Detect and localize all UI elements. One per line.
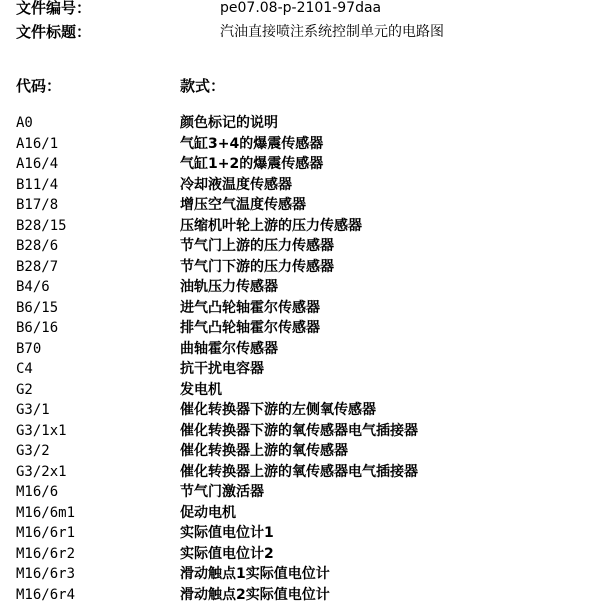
component-code: B28/7 xyxy=(16,259,59,275)
doc-title-label: 文件标题： xyxy=(16,23,92,41)
list-item xyxy=(0,462,604,482)
component-description: 滑动触点2实际值电位计 xyxy=(180,587,330,603)
component-description: 排气凸轮轴霍尔传感器 xyxy=(180,320,320,336)
component-description: 节气门下游的压力传感器 xyxy=(180,259,334,275)
list-item xyxy=(0,564,604,584)
component-description: 催化转换器下游的氧传感器电气插接器 xyxy=(180,423,418,439)
component-code: C4 xyxy=(16,361,33,377)
component-code: G3/2 xyxy=(16,443,50,459)
component-description: 实际值电位计1 xyxy=(180,525,274,541)
doc-number-row xyxy=(0,0,604,18)
list-item xyxy=(0,441,604,461)
component-description: 实际值电位计2 xyxy=(180,546,274,562)
doc-title-row xyxy=(0,22,604,42)
component-code: B6/16 xyxy=(16,320,59,336)
component-code: M16/6r2 xyxy=(16,546,76,562)
doc-number-value: pe07.08-p-2101-97daa xyxy=(220,0,382,16)
list-item xyxy=(0,257,604,277)
component-description: 气缸3+4的爆震传感器 xyxy=(180,136,324,152)
list-item xyxy=(0,277,604,297)
list-item xyxy=(0,175,604,195)
component-code: A16/1 xyxy=(16,136,59,152)
component-description: 颜色标记的说明 xyxy=(180,115,278,131)
component-code: B28/6 xyxy=(16,238,59,254)
component-description: 气缸1+2的爆震传感器 xyxy=(180,156,324,172)
component-code: G3/2x1 xyxy=(16,464,67,480)
component-code: B17/8 xyxy=(16,197,59,213)
code-column-header: 代码： xyxy=(16,77,62,95)
list-item xyxy=(0,482,604,502)
component-code: B6/15 xyxy=(16,300,59,316)
table-header-row xyxy=(0,76,604,96)
list-item xyxy=(0,523,604,543)
component-code: G3/1 xyxy=(16,402,50,418)
list-item xyxy=(0,298,604,318)
list-item xyxy=(0,585,604,605)
list-item xyxy=(0,400,604,420)
list-item xyxy=(0,134,604,154)
list-item xyxy=(0,154,604,174)
list-item xyxy=(0,318,604,338)
list-item xyxy=(0,380,604,400)
component-code: B28/15 xyxy=(16,218,67,234)
component-code: A0 xyxy=(16,115,33,131)
component-description: 催化转换器下游的左侧氧传感器 xyxy=(180,402,376,418)
component-description: 发电机 xyxy=(180,382,222,398)
component-code: A16/4 xyxy=(16,156,59,172)
list-item xyxy=(0,503,604,523)
component-description: 节气门上游的压力传感器 xyxy=(180,238,334,254)
component-code: G2 xyxy=(16,382,33,398)
list-item xyxy=(0,195,604,215)
component-description: 冷却液温度传感器 xyxy=(180,177,292,193)
component-code: G3/1x1 xyxy=(16,423,67,439)
component-description: 进气凸轮轴霍尔传感器 xyxy=(180,300,320,316)
list-item xyxy=(0,359,604,379)
doc-number-label: 文件编号： xyxy=(16,0,92,17)
component-code: M16/6r4 xyxy=(16,587,76,603)
component-code: B11/4 xyxy=(16,177,59,193)
component-code: M16/6m1 xyxy=(16,505,76,521)
list-item xyxy=(0,113,604,133)
component-description: 抗干扰电容器 xyxy=(180,361,264,377)
component-description: 催化转换器上游的氧传感器 xyxy=(180,443,348,459)
component-code: M16/6 xyxy=(16,484,59,500)
component-description: 滑动触点1实际值电位计 xyxy=(180,566,330,582)
component-description: 节气门激活器 xyxy=(180,484,264,500)
component-code: B70 xyxy=(16,341,42,357)
component-description: 曲轴霍尔传感器 xyxy=(180,341,278,357)
component-code: B4/6 xyxy=(16,279,50,295)
component-description: 油轨压力传感器 xyxy=(180,279,278,295)
component-description: 促动电机 xyxy=(180,505,236,521)
component-description: 催化转换器上游的氧传感器电气插接器 xyxy=(180,464,418,480)
component-description: 增压空气温度传感器 xyxy=(180,197,306,213)
component-code: M16/6r1 xyxy=(16,525,76,541)
style-column-header: 款式： xyxy=(180,77,226,95)
doc-title-value: 汽油直接喷注系统控制单元的电路图 xyxy=(220,24,444,40)
list-item xyxy=(0,544,604,564)
component-code: M16/6r3 xyxy=(16,566,76,582)
list-item xyxy=(0,236,604,256)
list-item xyxy=(0,421,604,441)
list-item xyxy=(0,216,604,236)
component-description: 压缩机叶轮上游的压力传感器 xyxy=(180,218,362,234)
list-item xyxy=(0,339,604,359)
